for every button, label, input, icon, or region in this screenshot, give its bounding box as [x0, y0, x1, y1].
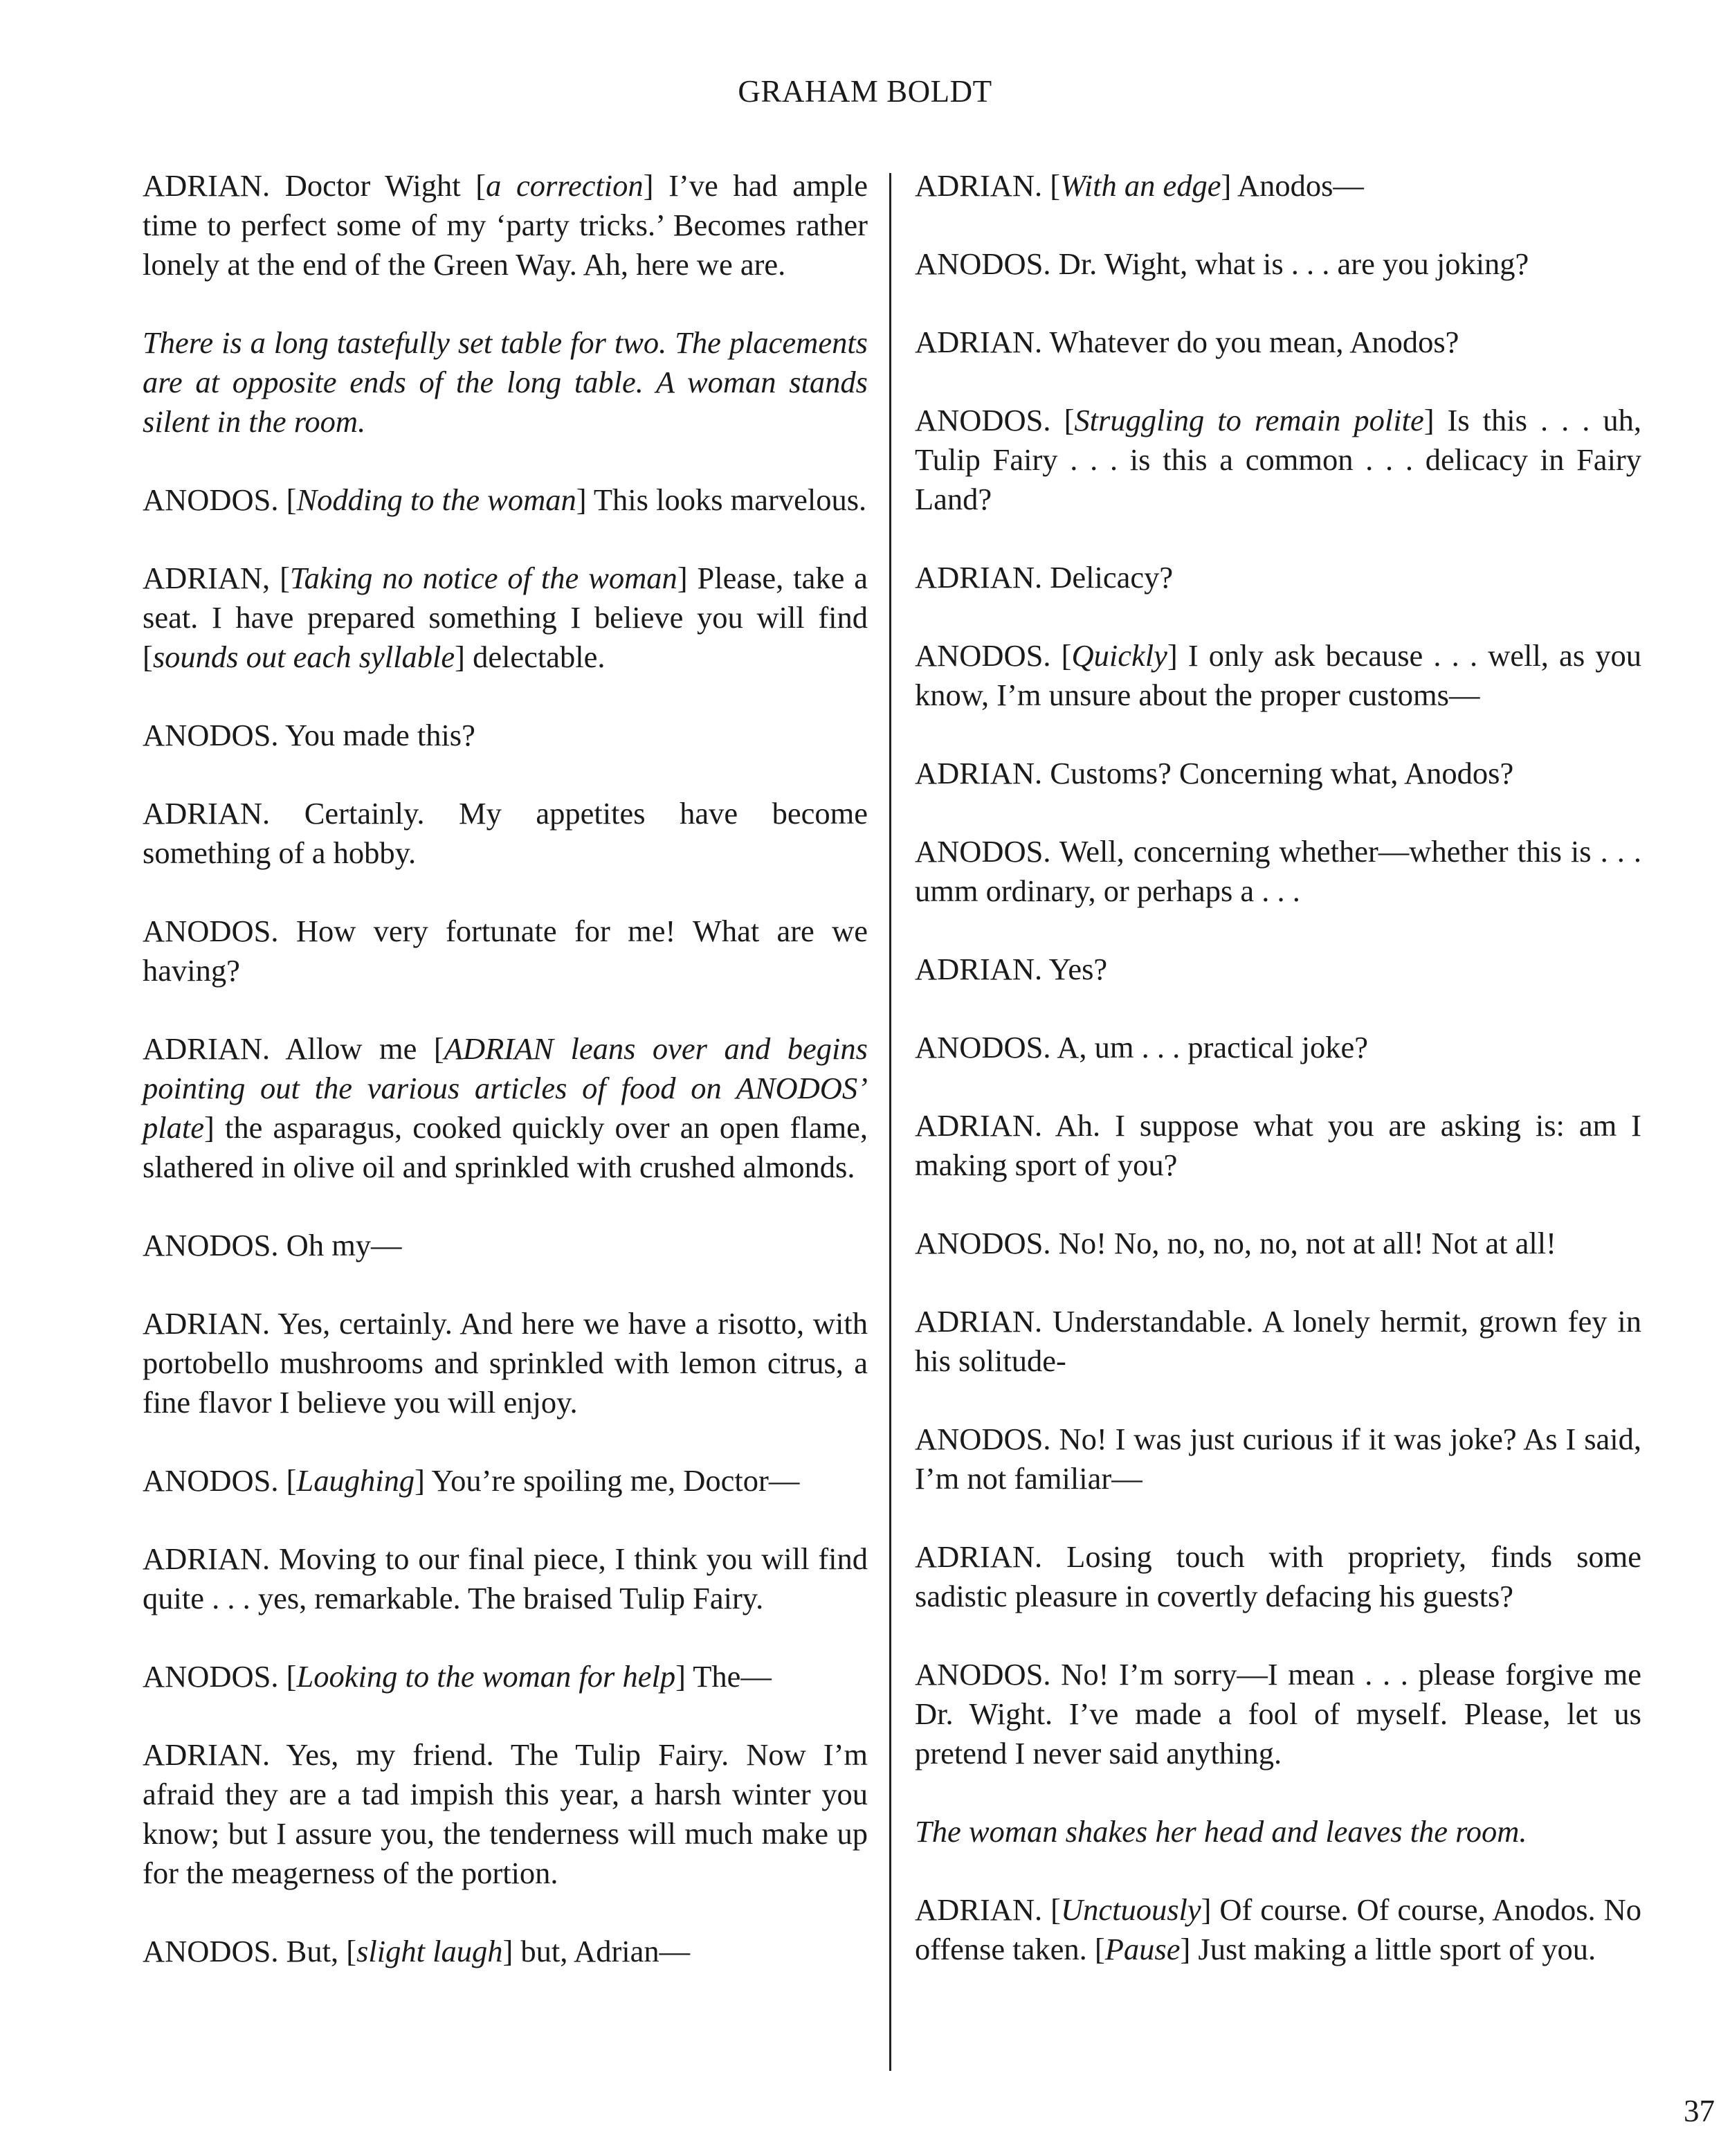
dialogue-paragraph	[915, 1420, 1641, 1498]
right-column	[915, 166, 1641, 2008]
dialogue-text: ANODOS. But, [	[143, 1934, 357, 1968]
dialogue-paragraph	[915, 244, 1641, 284]
dialogue-text: ANODOS. Dr. Wight, what is . . . are you joking?	[915, 246, 1529, 281]
dialogue-paragraph	[915, 1655, 1641, 1773]
inline-direction: ADRIAN leans over and begins pointing out the various articles of food on ANODOS’ plate	[143, 1031, 868, 1145]
dialogue-text: ANODOS. [	[915, 638, 1072, 673]
dialogue-text: ] Just making a little sport of you.	[1180, 1932, 1596, 1966]
dialogue-paragraph	[915, 1224, 1641, 1263]
stage-direction	[143, 323, 868, 442]
dialogue-paragraph	[143, 1657, 868, 1696]
dialogue-paragraph	[915, 166, 1641, 206]
inline-direction: sounds out each syllable	[152, 640, 455, 674]
inline-direction: Laughing	[296, 1463, 415, 1498]
inline-direction: Unctuously	[1060, 1892, 1201, 1927]
dialogue-text: ] delectable.	[455, 640, 606, 674]
dialogue-text: ] The—	[675, 1659, 772, 1694]
dialogue-text: ] Of course. Of course, Anodos. No offense taken. [	[915, 1892, 1641, 1966]
dialogue-text: ADRIAN. [	[915, 1892, 1061, 1927]
dialogue-text: ANODOS. No! I was just curious if it was joke? As I said, I’m not familiar—	[915, 1422, 1641, 1496]
dialogue-paragraph	[915, 323, 1641, 362]
dialogue-text: ANODOS. [	[143, 1463, 297, 1498]
dialogue-text: There is a long tastefully set table for two. The placements are at opposite ends of the long table. A woman stands silent in the room.	[143, 325, 868, 439]
dialogue-text: ANODOS. Oh my—	[143, 1228, 402, 1262]
dialogue-paragraph	[915, 832, 1641, 911]
dialogue-text: ] I only ask because . . . well, as you know, I’m unsure about the proper customs—	[915, 638, 1642, 712]
dialogue-text: ANODOS. No! No, no, no, no, not at all! Not at all!	[915, 1226, 1556, 1260]
dialogue-text: ] You’re spoiling me, Doctor—	[415, 1463, 800, 1498]
inline-direction: slight laugh	[356, 1934, 503, 1968]
page-number: 37	[1684, 2094, 1715, 2128]
dialogue-text: ADRIAN. Yes?	[915, 952, 1108, 986]
dialogue-text: ANODOS. A, um . . . practical joke?	[915, 1030, 1369, 1065]
column-divider	[889, 173, 891, 2071]
dialogue-text: ANODOS. No! I’m sorry—I mean . . . please forgive me Dr. Wight. I’ve made a fool of myself. Please, let us pretend I never said anything.	[915, 1657, 1641, 1770]
dialogue-text: ANODOS. You made this?	[143, 718, 475, 752]
dialogue-paragraph	[915, 1537, 1641, 1616]
dialogue-text: ANODOS. [	[915, 403, 1075, 437]
dialogue-paragraph	[143, 559, 868, 677]
inline-direction: Quickly	[1071, 638, 1167, 673]
dialogue-paragraph	[143, 1304, 868, 1422]
dialogue-paragraph	[143, 1932, 868, 1971]
inline-direction: With an edge	[1060, 168, 1221, 203]
dialogue-text: ] Anodos—	[1221, 168, 1364, 203]
dialogue-paragraph	[915, 1028, 1641, 1067]
dialogue-paragraph	[915, 1106, 1641, 1185]
inline-direction: a correction	[486, 168, 644, 203]
dialogue-paragraph	[915, 401, 1641, 519]
dialogue-text: ADRIAN. Doctor Wight [	[143, 168, 486, 203]
stage-direction	[915, 1812, 1641, 1851]
dialogue-paragraph	[143, 912, 868, 990]
dialogue-text: ADRIAN. Moving to our final piece, I think you will find quite . . . yes, remarkable. The braised Tulip Fairy.	[143, 1541, 868, 1615]
dialogue-paragraph	[915, 1302, 1641, 1381]
dialogue-text: ADRIAN. Yes, my friend. The Tulip Fairy. Now I’m afraid they are a tad impish this year, a harsh winter you know; but I assure you, the tenderness will much make up for the meagerness of the portion.	[143, 1737, 868, 1890]
dialogue-text: ADRIAN. Yes, certainly. And here we have a risotto, with portobello mushrooms and sprinkled with lemon citrus, a fine flavor I believe you will enjoy.	[143, 1306, 868, 1420]
dialogue-paragraph	[143, 1461, 868, 1501]
dialogue-paragraph	[915, 636, 1641, 715]
inline-direction: Looking to the woman for help	[296, 1659, 676, 1694]
dialogue-text: ADRIAN. Understandable. A lonely hermit, grown fey in his solitude-	[915, 1304, 1641, 1378]
dialogue-paragraph	[143, 1226, 868, 1265]
dialogue-paragraph	[143, 480, 868, 520]
dialogue-paragraph	[143, 1029, 868, 1187]
dialogue-paragraph	[143, 1735, 868, 1893]
dialogue-text: ] but, Adrian—	[502, 1934, 691, 1968]
dialogue-text: ANODOS. How very fortunate for me! What are we having?	[143, 914, 868, 988]
inline-direction: Taking no notice of the woman	[289, 561, 677, 595]
dialogue-text: ADRIAN. Customs? Concerning what, Anodos?	[915, 756, 1514, 790]
dialogue-paragraph	[915, 950, 1641, 989]
dialogue-text: ] Please, take a seat. I have prepared something I believe you will find [	[143, 561, 868, 674]
dialogue-text: ] I’ve had ample time to perfect some of my ‘party tricks.’ Becomes rather lonely at the end of the Green Way. Ah, here we are.	[143, 168, 868, 282]
dialogue-paragraph	[915, 558, 1641, 597]
dialogue-text: ADRIAN. Certainly. My appetites have become something of a hobby.	[143, 796, 868, 870]
dialogue-text: ANODOS. [	[143, 482, 297, 517]
dialogue-paragraph	[143, 794, 868, 873]
dialogue-paragraph	[915, 1890, 1641, 1969]
dialogue-paragraph	[143, 1539, 868, 1618]
inline-direction: Nodding to the woman	[296, 482, 576, 517]
dialogue-paragraph	[143, 166, 868, 284]
dialogue-text: ANODOS. Well, concerning whether—whether this is . . . umm ordinary, or perhaps a . . .	[915, 834, 1641, 908]
dialogue-text: ADRIAN. [	[915, 168, 1061, 203]
dialogue-text: ANODOS. [	[143, 1659, 297, 1694]
dialogue-paragraph	[915, 754, 1641, 793]
inline-direction: Struggling to remain polite	[1074, 403, 1424, 437]
running-header: GRAHAM BOLDT	[738, 74, 992, 109]
dialogue-text: ] This looks marvelous.	[576, 482, 867, 517]
dialogue-text: ADRIAN, [	[143, 561, 290, 595]
inline-direction: Pause	[1104, 1932, 1181, 1966]
dialogue-text: ] the asparagus, cooked quickly over an open flame, slathered in olive oil and sprinkled with crushed almonds.	[143, 1110, 868, 1184]
left-column	[143, 166, 868, 2010]
dialogue-text: ADRIAN. Ah. I suppose what you are asking is: am I making sport of you?	[915, 1108, 1641, 1182]
dialogue-paragraph	[143, 716, 868, 755]
dialogue-text: ADRIAN. Losing touch with propriety, finds some sadistic pleasure in covertly defacing his guests?	[915, 1539, 1641, 1613]
dialogue-text: ADRIAN. Delicacy?	[915, 560, 1174, 595]
dialogue-text: ] Is this . . . uh, Tulip Fairy . . . is this a common . . . delicacy in Fairy Land?	[915, 403, 1642, 516]
dialogue-text: The woman shakes her head and leaves the room.	[915, 1814, 1527, 1849]
dialogue-text: ADRIAN. Whatever do you mean, Anodos?	[915, 325, 1459, 359]
dialogue-text: ADRIAN. Allow me [	[143, 1031, 444, 1066]
